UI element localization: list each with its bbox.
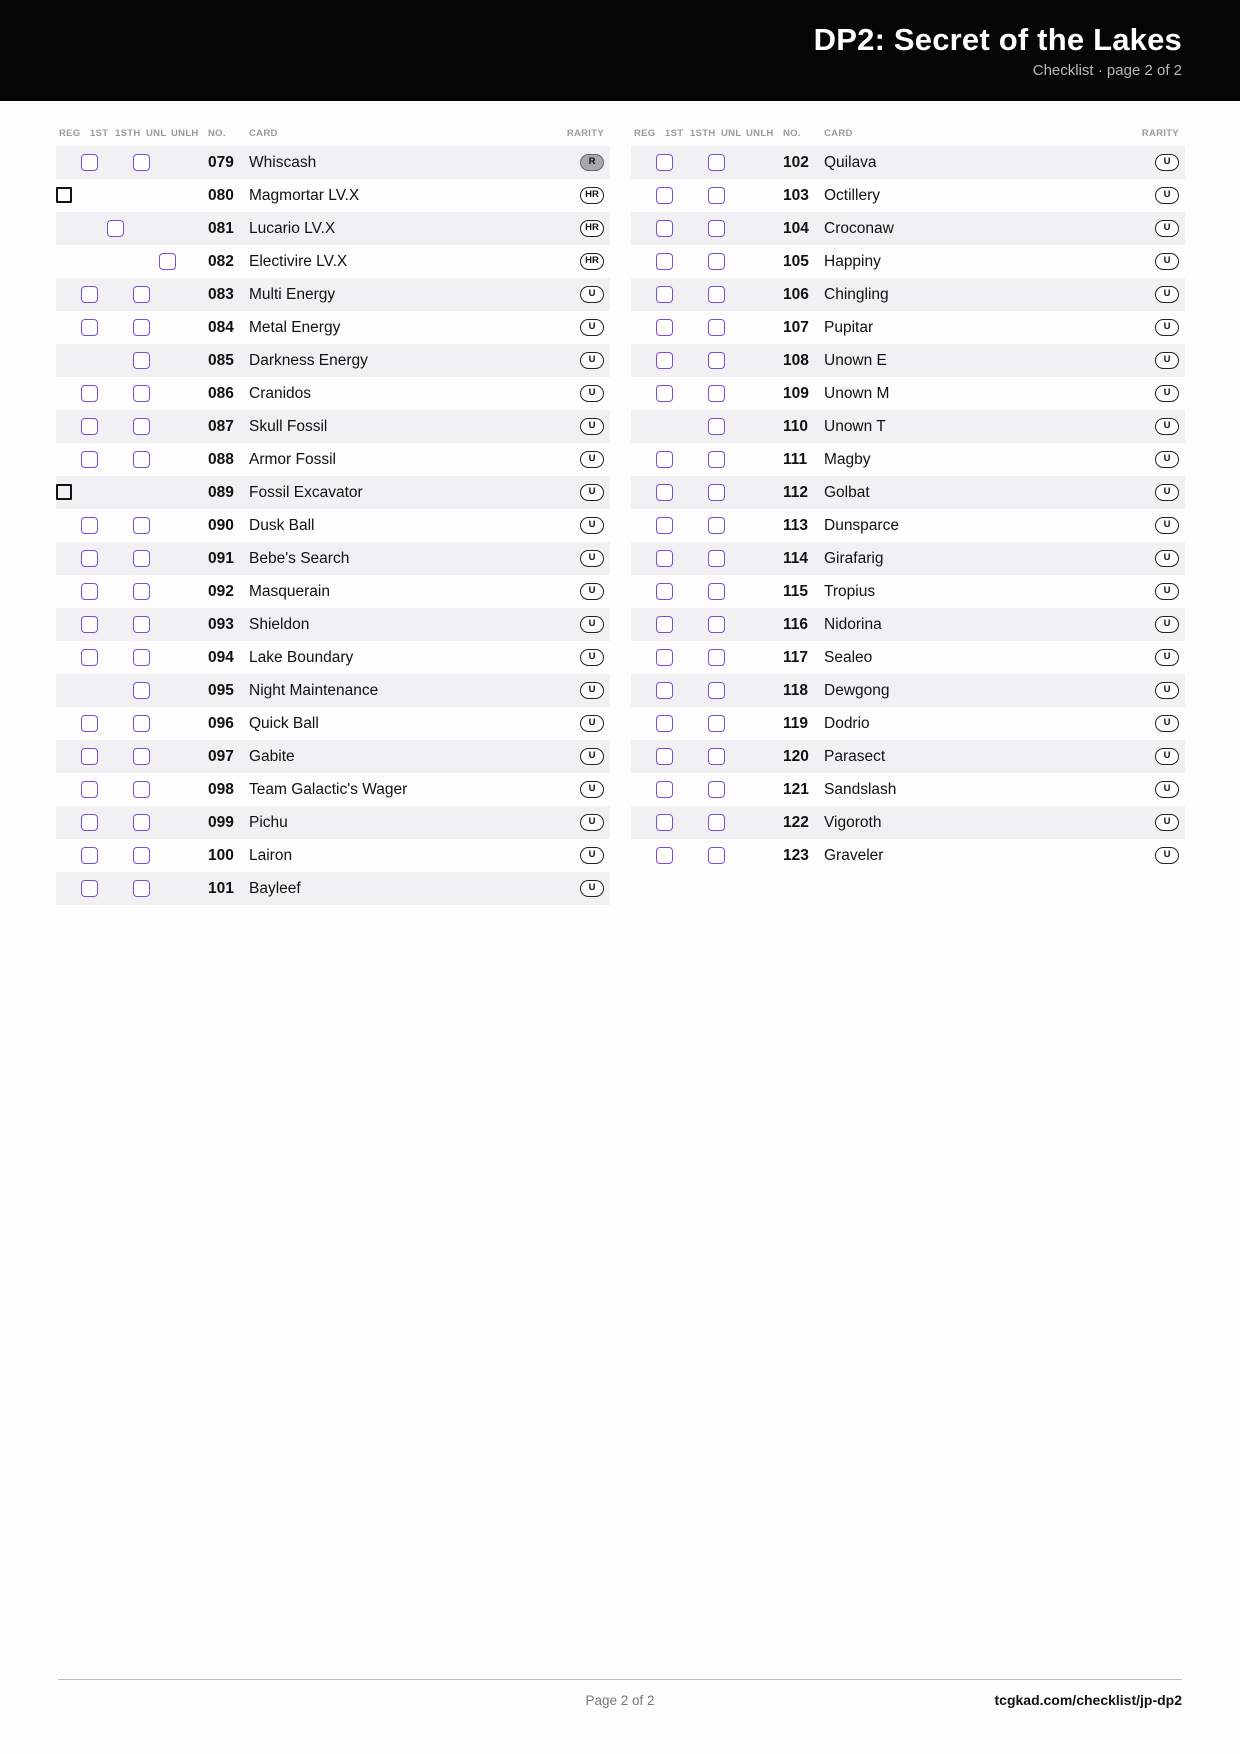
col-header-no: NO.: [783, 128, 801, 139]
card-name: Dodrio: [824, 715, 870, 732]
card-number: 084: [208, 319, 234, 336]
card-number: 101: [208, 880, 234, 897]
card-number: 109: [783, 385, 809, 402]
rarity-badge: U: [580, 814, 604, 831]
card-row: [631, 509, 1185, 542]
card-name: Dunsparce: [824, 517, 899, 534]
card-row: [631, 212, 1185, 245]
col-header-1st: 1ST: [665, 128, 684, 139]
rarity-badge: U: [1155, 550, 1179, 567]
footer-page-number: Page 2 of 2: [585, 1693, 655, 1708]
rarity-badge: U: [1155, 814, 1179, 831]
card-number: 111: [783, 451, 808, 468]
card-name: Graveler: [824, 847, 884, 864]
card-name: Skull Fossil: [249, 418, 328, 435]
checklist-column-right: [631, 124, 1185, 872]
rarity-badge: U: [1155, 319, 1179, 336]
card-row: [56, 245, 610, 278]
footer-url: tcgkad.com/checklist/jp-dp2: [994, 1692, 1182, 1708]
checklist-column-left: [56, 124, 610, 905]
card-row: [631, 806, 1185, 839]
checkbox-first[interactable]: [656, 814, 673, 831]
card-name: Cranidos: [249, 385, 312, 402]
checkbox-unl[interactable]: [708, 451, 725, 468]
rarity-badge: U: [1155, 385, 1179, 402]
col-header-1st: 1ST: [90, 128, 109, 139]
card-number: 102: [783, 154, 809, 171]
card-number: 107: [783, 319, 809, 336]
card-name: Shieldon: [249, 616, 310, 633]
card-row: [631, 311, 1185, 344]
card-row: [56, 344, 610, 377]
rarity-badge: U: [580, 451, 604, 468]
rarity-badge: U: [1155, 286, 1179, 303]
checkbox-unl[interactable]: [133, 418, 150, 435]
card-row: [56, 740, 610, 773]
checkbox-unl[interactable]: [133, 847, 150, 864]
card-name: Metal Energy: [249, 319, 341, 336]
card-name: Unown M: [824, 385, 890, 402]
checkbox-unl[interactable]: [708, 286, 725, 303]
rarity-badge: U: [580, 385, 604, 402]
card-row: [56, 575, 610, 608]
card-number: 106: [783, 286, 809, 303]
card-row: [56, 278, 610, 311]
card-number: 089: [208, 484, 234, 501]
card-name: Pichu: [249, 814, 288, 831]
card-number: 083: [208, 286, 234, 303]
card-name: Lake Boundary: [249, 649, 354, 666]
card-number: 122: [783, 814, 809, 831]
checkbox-unl[interactable]: [708, 385, 725, 402]
card-number: 112: [783, 484, 809, 501]
col-header-reg: REG: [59, 128, 81, 139]
card-list: [631, 146, 1185, 872]
rarity-badge: U: [580, 583, 604, 600]
checkbox-unl[interactable]: [708, 418, 725, 435]
checkbox-first[interactable]: [81, 517, 98, 534]
card-name: Team Galactic's Wager: [249, 781, 408, 798]
checkbox-unl[interactable]: [708, 220, 725, 237]
card-row: [631, 542, 1185, 575]
checkbox-unl[interactable]: [708, 352, 725, 369]
rarity-badge: R: [580, 154, 604, 171]
card-name: Magby: [824, 451, 871, 468]
card-name: Quick Ball: [249, 715, 319, 732]
checkbox-first[interactable]: [81, 649, 98, 666]
card-number: 079: [208, 154, 234, 171]
rarity-badge: U: [1155, 847, 1179, 864]
card-row: [631, 740, 1185, 773]
rarity-badge: U: [580, 319, 604, 336]
col-header-1sth: 1STH: [690, 128, 716, 139]
card-row: [631, 344, 1185, 377]
checkbox-first[interactable]: [656, 154, 673, 171]
card-name: Armor Fossil: [249, 451, 336, 468]
checkbox-unl[interactable]: [133, 649, 150, 666]
checkbox-unl[interactable]: [708, 649, 725, 666]
checkbox-first[interactable]: [81, 847, 98, 864]
card-row: [56, 872, 610, 905]
card-row: [56, 542, 610, 575]
rarity-badge: U: [1155, 517, 1179, 534]
col-header-reg: REG: [634, 128, 656, 139]
card-name: Girafarig: [824, 550, 884, 567]
card-row: [631, 146, 1185, 179]
card-row: [56, 674, 610, 707]
card-name: Lucario LV.X: [249, 220, 336, 237]
checkbox-first[interactable]: [81, 781, 98, 798]
checkbox-unl[interactable]: [133, 583, 150, 600]
card-number: 104: [783, 220, 809, 237]
rarity-badge: U: [580, 550, 604, 567]
page-subtitle: Checklist · page 2 of 2: [1032, 62, 1182, 79]
card-row: [631, 608, 1185, 641]
checkbox-first[interactable]: [656, 649, 673, 666]
card-number: 113: [783, 517, 809, 534]
card-name: Gabite: [249, 748, 295, 765]
checkbox-first[interactable]: [656, 748, 673, 765]
card-number: 099: [208, 814, 234, 831]
checkbox-unl[interactable]: [708, 616, 725, 633]
checkbox-unl[interactable]: [708, 550, 725, 567]
card-row: [56, 410, 610, 443]
card-number: 116: [783, 616, 809, 633]
card-number: 121: [783, 781, 809, 798]
rarity-badge: U: [1155, 253, 1179, 270]
checkbox-first[interactable]: [81, 880, 98, 897]
checkbox-first[interactable]: [656, 616, 673, 633]
rarity-badge: U: [1155, 352, 1179, 369]
rarity-badge: U: [580, 418, 604, 435]
checkbox-unl[interactable]: [708, 814, 725, 831]
checkbox-reg[interactable]: [56, 187, 72, 203]
card-name: Croconaw: [824, 220, 894, 237]
card-row: [56, 509, 610, 542]
card-number: 092: [208, 583, 234, 600]
rarity-badge: U: [580, 286, 604, 303]
card-name: Happiny: [824, 253, 881, 270]
card-name: Vigoroth: [824, 814, 882, 831]
card-name: Darkness Energy: [249, 352, 368, 369]
rarity-badge: U: [1155, 649, 1179, 666]
checkbox-unl[interactable]: [133, 550, 150, 567]
col-header-no: NO.: [208, 128, 226, 139]
card-number: 119: [783, 715, 809, 732]
card-row: [56, 773, 610, 806]
card-number: 090: [208, 517, 234, 534]
checkbox-first[interactable]: [81, 550, 98, 567]
rarity-badge: U: [580, 616, 604, 633]
col-header-unl: UNL: [721, 128, 742, 139]
card-number: 100: [208, 847, 234, 864]
card-name: Tropius: [824, 583, 876, 600]
card-row: [631, 674, 1185, 707]
rarity-badge: U: [580, 748, 604, 765]
checkbox-first[interactable]: [656, 451, 673, 468]
card-number: 093: [208, 616, 234, 633]
card-number: 105: [783, 253, 809, 270]
checkbox-first[interactable]: [656, 847, 673, 864]
card-name: Bayleef: [249, 880, 301, 897]
checkbox-first[interactable]: [656, 715, 673, 732]
card-row: [56, 212, 610, 245]
checkbox-unl[interactable]: [133, 781, 150, 798]
card-number: 095: [208, 682, 234, 699]
checkbox-first[interactable]: [656, 352, 673, 369]
card-row: [56, 641, 610, 674]
checkbox-first[interactable]: [656, 319, 673, 336]
rarity-badge: U: [1155, 781, 1179, 798]
card-name: Chingling: [824, 286, 889, 303]
card-row: [56, 806, 610, 839]
card-name: Lairon: [249, 847, 293, 864]
card-name: Parasect: [824, 748, 886, 765]
card-name: Magmortar LV.X: [249, 187, 360, 204]
rarity-badge: HR: [580, 253, 604, 270]
checkbox-first[interactable]: [81, 418, 98, 435]
card-row: [631, 443, 1185, 476]
card-number: 094: [208, 649, 234, 666]
card-name: Whiscash: [249, 154, 317, 171]
rarity-badge: HR: [580, 187, 604, 204]
checkbox-unl[interactable]: [133, 154, 150, 171]
card-name: Fossil Excavator: [249, 484, 363, 501]
rarity-badge: U: [580, 781, 604, 798]
card-number: 110: [783, 418, 809, 435]
checkbox-unl[interactable]: [133, 352, 150, 369]
rarity-badge: HR: [580, 220, 604, 237]
card-name: Multi Energy: [249, 286, 336, 303]
checkbox-unl[interactable]: [133, 319, 150, 336]
checkbox-unl[interactable]: [708, 682, 725, 699]
card-row: [56, 839, 610, 872]
checkbox-first[interactable]: [656, 682, 673, 699]
col-header-rarity: RARITY: [566, 128, 604, 139]
col-header-card: CARD: [824, 128, 853, 139]
checkbox-unl[interactable]: [708, 319, 725, 336]
checkbox-first[interactable]: [656, 583, 673, 600]
card-name: Unown T: [824, 418, 886, 435]
card-row: [631, 839, 1185, 872]
card-number: 086: [208, 385, 234, 402]
card-name: Pupitar: [824, 319, 874, 336]
checkbox-unl[interactable]: [708, 748, 725, 765]
card-number: 123: [783, 847, 809, 864]
col-header-card: CARD: [249, 128, 278, 139]
checkbox-unl[interactable]: [133, 517, 150, 534]
card-name: Quilava: [824, 154, 877, 171]
checkbox-first[interactable]: [81, 154, 98, 171]
card-name: Bebe's Search: [249, 550, 350, 567]
column-header-row: [631, 124, 1185, 146]
col-header-unl: UNL: [146, 128, 167, 139]
checkbox-first[interactable]: [656, 220, 673, 237]
card-row: [56, 476, 610, 509]
card-row: [631, 707, 1185, 740]
checkbox-first[interactable]: [81, 715, 98, 732]
card-number: 118: [783, 682, 809, 699]
card-row: [631, 476, 1185, 509]
checkbox-first[interactable]: [81, 616, 98, 633]
checkbox-unl[interactable]: [708, 187, 725, 204]
checkbox-unl[interactable]: [133, 385, 150, 402]
card-row: [56, 707, 610, 740]
checkbox-unl[interactable]: [708, 517, 725, 534]
col-header-1sth: 1STH: [115, 128, 141, 139]
card-row: [56, 311, 610, 344]
rarity-badge: U: [1155, 715, 1179, 732]
card-row: [56, 179, 610, 212]
checkbox-first[interactable]: [81, 286, 98, 303]
card-row: [631, 278, 1185, 311]
card-row: [631, 410, 1185, 443]
checkbox-unlh[interactable]: [159, 253, 176, 270]
card-name: Sandslash: [824, 781, 897, 798]
checkbox-reg[interactable]: [56, 484, 72, 500]
checkbox-first[interactable]: [656, 517, 673, 534]
checkbox-unl[interactable]: [708, 484, 725, 501]
card-row: [56, 443, 610, 476]
checkbox-unl[interactable]: [708, 715, 725, 732]
card-name: Octillery: [824, 187, 880, 204]
card-number: 085: [208, 352, 234, 369]
card-name: Electivire LV.X: [249, 253, 348, 270]
page-title: DP2: Secret of the Lakes: [813, 22, 1182, 57]
checkbox-unl[interactable]: [708, 253, 725, 270]
rarity-badge: U: [1155, 616, 1179, 633]
card-row: [631, 179, 1185, 212]
card-number: 098: [208, 781, 234, 798]
checkbox-unl[interactable]: [708, 781, 725, 798]
card-row: [631, 773, 1185, 806]
checkbox-unl[interactable]: [133, 286, 150, 303]
rarity-badge: U: [1155, 187, 1179, 204]
col-header-unlh: UNLH: [746, 128, 774, 139]
checkbox-unl[interactable]: [133, 616, 150, 633]
card-number: 081: [208, 220, 234, 237]
card-name: Night Maintenance: [249, 682, 379, 699]
rarity-badge: U: [580, 352, 604, 369]
rarity-badge: U: [1155, 748, 1179, 765]
rarity-badge: U: [580, 682, 604, 699]
card-number: 082: [208, 253, 234, 270]
checkbox-first[interactable]: [656, 286, 673, 303]
checkbox-first[interactable]: [81, 748, 98, 765]
rarity-badge: U: [580, 649, 604, 666]
card-number: 091: [208, 550, 234, 567]
card-number: 103: [783, 187, 809, 204]
checkbox-first[interactable]: [656, 550, 673, 567]
page-header: [0, 0, 1240, 101]
checkbox-unl[interactable]: [133, 715, 150, 732]
card-name: Sealeo: [824, 649, 873, 666]
checkbox-unl[interactable]: [708, 583, 725, 600]
checkbox-unl[interactable]: [133, 814, 150, 831]
card-row: [631, 575, 1185, 608]
checkbox-first[interactable]: [81, 583, 98, 600]
checkbox-first[interactable]: [656, 484, 673, 501]
card-name: Nidorina: [824, 616, 882, 633]
card-number: 120: [783, 748, 809, 765]
checkbox-unl[interactable]: [708, 847, 725, 864]
card-row: [56, 608, 610, 641]
card-row: [631, 641, 1185, 674]
column-header-row: [56, 124, 610, 146]
rarity-badge: U: [1155, 583, 1179, 600]
card-name: Golbat: [824, 484, 870, 501]
card-number: 097: [208, 748, 234, 765]
card-name: Dewgong: [824, 682, 890, 699]
rarity-badge: U: [580, 517, 604, 534]
card-row: [631, 377, 1185, 410]
rarity-badge: U: [1155, 154, 1179, 171]
rarity-badge: U: [1155, 220, 1179, 237]
col-header-rarity: RARITY: [1141, 128, 1179, 139]
col-header-unlh: UNLH: [171, 128, 199, 139]
checkbox-first[interactable]: [656, 781, 673, 798]
card-number: 114: [783, 550, 809, 567]
checkbox-first[interactable]: [81, 451, 98, 468]
checkbox-unl[interactable]: [133, 451, 150, 468]
footer-divider: [58, 1679, 1182, 1680]
rarity-badge: U: [1155, 418, 1179, 435]
rarity-badge: U: [580, 847, 604, 864]
rarity-badge: U: [580, 484, 604, 501]
rarity-badge: U: [1155, 451, 1179, 468]
card-number: 096: [208, 715, 234, 732]
card-number: 087: [208, 418, 234, 435]
checkbox-unl[interactable]: [133, 682, 150, 699]
rarity-badge: U: [580, 715, 604, 732]
rarity-badge: U: [1155, 484, 1179, 501]
checkbox-unl[interactable]: [708, 154, 725, 171]
checkbox-first[interactable]: [81, 385, 98, 402]
card-number: 080: [208, 187, 234, 204]
card-row: [56, 377, 610, 410]
checkbox-first[interactable]: [656, 187, 673, 204]
checkbox-first[interactable]: [81, 319, 98, 336]
card-name: Unown E: [824, 352, 887, 369]
card-name: Dusk Ball: [249, 517, 315, 534]
card-row: [56, 146, 610, 179]
card-number: 117: [783, 649, 809, 666]
card-number: 088: [208, 451, 234, 468]
checkbox-unl[interactable]: [133, 880, 150, 897]
checkbox-first[interactable]: [81, 814, 98, 831]
checkbox-first-holo[interactable]: [107, 220, 124, 237]
card-number: 108: [783, 352, 809, 369]
card-list: [56, 146, 610, 905]
card-number: 115: [783, 583, 809, 600]
checkbox-unl[interactable]: [133, 748, 150, 765]
checkbox-first[interactable]: [656, 253, 673, 270]
rarity-badge: U: [580, 880, 604, 897]
checkbox-first[interactable]: [656, 385, 673, 402]
card-name: Masquerain: [249, 583, 330, 600]
card-row: [631, 245, 1185, 278]
rarity-badge: U: [1155, 682, 1179, 699]
